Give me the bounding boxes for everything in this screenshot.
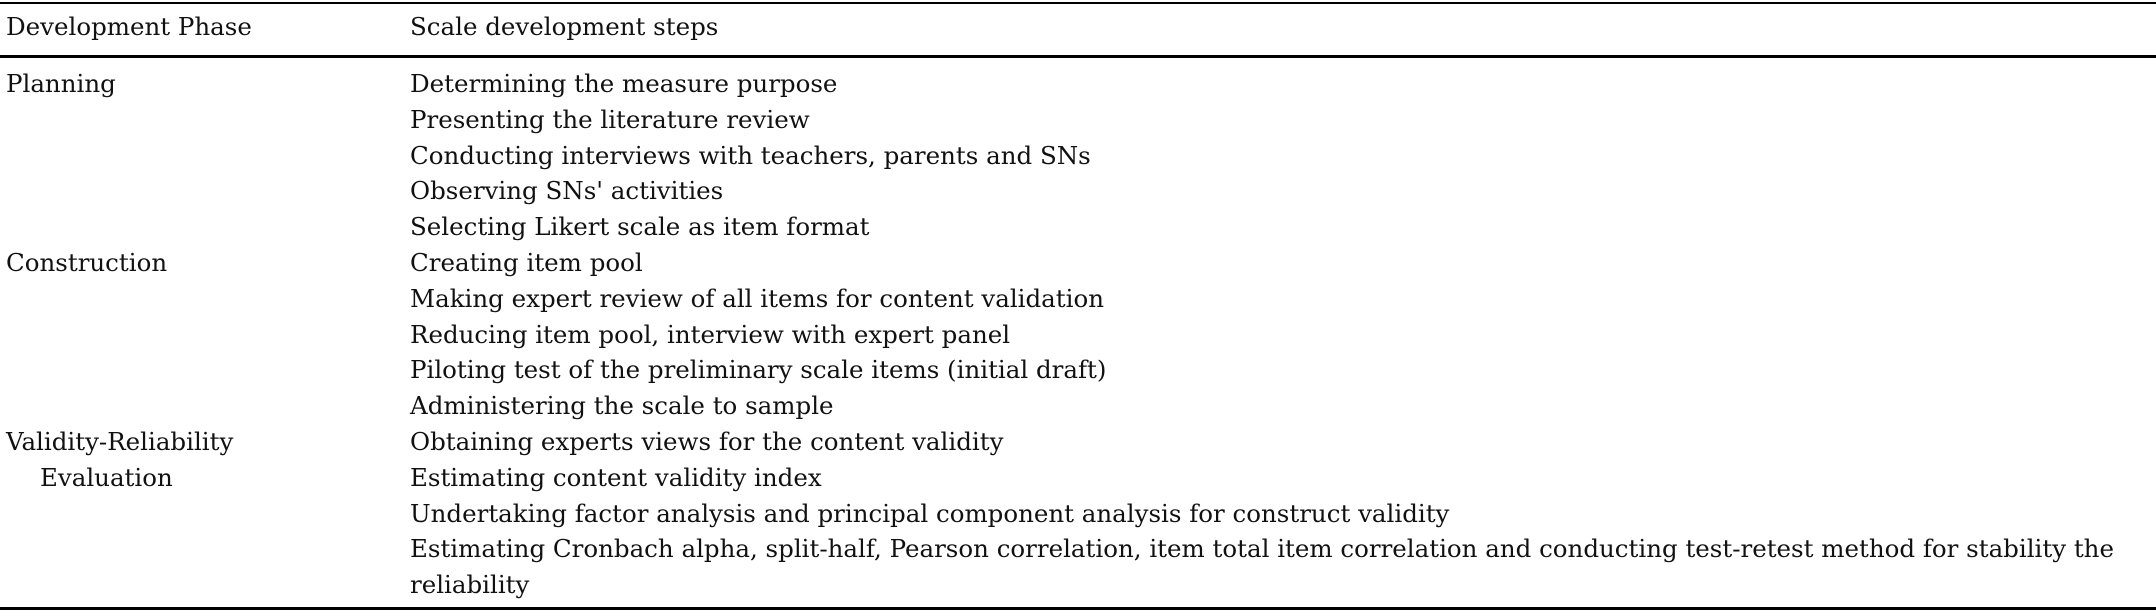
table-bottom-rule [0,607,2156,610]
phase-spacer [6,388,396,424]
step-row: Obtaining experts views for the content validity [410,426,1004,456]
step-row: Making expert review of all items for content validation [410,283,1105,313]
phase-spacer [6,138,396,174]
header-development-phase: Development Phase [6,12,252,41]
phase-spacer [6,352,396,388]
step-row: Piloting test of the preliminary scale items (initial draft) [410,355,1107,385]
step-row: Determining the measure purpose [410,69,838,98]
step-row: Administering the scale to sample [410,391,834,421]
phase-spacer [6,281,396,317]
table-header-rule [0,55,2156,58]
phase-spacer [6,173,396,209]
phase-spacer [6,317,396,353]
step-row: Conducting interviews with teachers, parents and SNs [410,140,1091,170]
phase-validity-reliability: Validity-Reliability [6,426,234,456]
phase-planning: Planning [6,69,116,98]
phase-spacer [6,209,396,245]
step-row: Estimating Cronbach alpha, split-half, Pearson correlation, item total item correlation and conducting test-retest method for stability the reliability [410,534,2114,600]
step-row: Reducing item pool, interview with expert panel [410,319,1011,349]
step-row: Selecting Likert scale as item format [410,212,870,242]
step-row: Presenting the literature review [410,104,810,134]
steps-column [410,66,2150,603]
phase-spacer [6,102,396,138]
step-row: Observing SNs' activities [410,176,724,206]
table-top-rule [0,2,2156,4]
phase-construction: Construction [6,247,168,277]
step-row: Undertaking factor analysis and principal component analysis for construct validity [410,498,1450,528]
step-row: Creating item pool [410,247,643,277]
step-row: Estimating content validity index [410,462,822,492]
header-scale-development-steps: Scale development steps [410,12,719,41]
phase-column [6,66,396,496]
phase-evaluation: Evaluation [40,462,173,492]
